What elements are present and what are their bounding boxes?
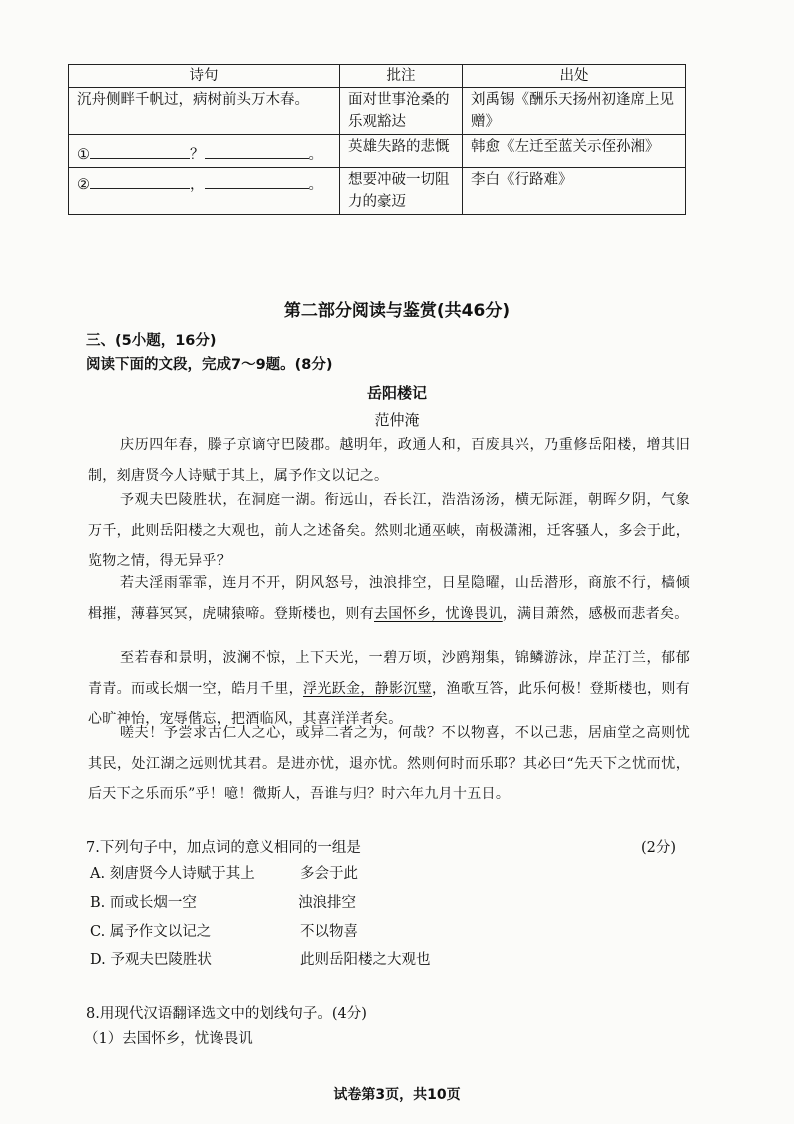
note-cell: 想要冲破一切阻力的豪迈 [340,168,463,215]
question-8-sub-1: （1）去国怀乡，忧谗畏讥 [84,1031,253,1047]
text-span: 若夫淫雨霏霏，连月不开，阴风怒号，浊浪排空，日星隐曜，山岳潜形，商旅不行，樯倾楫摧，薄暮冥冥，虎啸猿啼。登斯楼也，则有 [88,575,690,622]
table-row [69,168,686,215]
item-number: ② [77,177,90,193]
note-cell: 面对世事沧桑的乐观豁达 [340,88,463,135]
note-cell: 英雄失路的悲慨 [340,135,463,168]
text-span: ，满目萧然，感极而悲者矣。 [502,605,689,622]
article-title: 岳阳楼记 [366,384,427,402]
underlined-sentence-2: 浮光跃金，静影沉璧 [303,680,433,697]
col-header-note: 批注 [340,65,463,88]
item-number: ① [77,147,90,163]
table-row [69,88,686,135]
table-header-row [69,65,686,88]
question-7-stem: 7.下列句子中，加点词的意义相同的一组是 [86,840,361,856]
answer-blank[interactable] [90,174,190,189]
option-d-left: D. 予观夫巴陵胜状 [90,952,212,968]
option-a-left: A. 刻唐贤今人诗赋于其上 [90,866,255,882]
verse-blank-cell [69,135,340,168]
verse-blank-cell [69,168,340,215]
option-b-left: B. 而或长烟一空 [90,895,197,911]
article-paragraph-5: 嗟夫！予尝求古仁人之心，或异二者之为，何哉？不以物喜，不以己悲，居庙堂之高则忧其民，处江湖之远则忧其君。是进亦忧，退亦忧。然则何时而乐耶？其必曰“先天下之忧而忧，后天下之乐而乐”乎！噫！微斯人，吾谁与归？时六年九月十五日。 [88,725,690,802]
part-header: 三、(5小题，16分) [86,333,217,349]
punctuation: 。 [308,177,323,193]
answer-blank[interactable] [90,144,190,159]
option-b-right: 浊浪排空 [298,895,356,911]
article-paragraph-1: 庆历四年春，滕子京谪守巴陵郡。越明年，政通人和，百废具兴，乃重修岳阳楼，增其旧制，刻唐贤今人诗赋于其上，属予作文以记之。 [88,437,690,484]
text-span: 至若春和景明，波澜不惊，上下天光，一碧万顷，沙鸥翔集，锦鳞游泳，岸芷汀兰，郁郁青青。而或长烟一空，皓月千里， [88,650,690,697]
option-a-right: 多会于此 [300,866,358,882]
question-8-stem: 8.用现代汉语翻译选文中的划线句子。(4分) [86,1006,367,1022]
punctuation: ？ [190,147,205,163]
option-c-right: 不以物喜 [300,924,358,940]
col-header-verse: 诗句 [69,65,340,88]
punctuation: ， [190,177,205,193]
question-7-score: (2分) [641,840,677,856]
source-cell: 李白《行路难》 [463,168,686,215]
source-cell: 刘禹锡《酬乐天扬州初逢席上见赠》 [463,88,686,135]
article-paragraph-2: 予观夫巴陵胜状，在洞庭一湖。衔远山，吞长江，浩浩汤汤，横无际涯，朝晖夕阴，气象万千，此则岳阳楼之大观也，前人之述备矣。然则北通巫峡，南极潇湘，迁客骚人，多会于此，览物之情，得无异乎？ [88,492,690,569]
col-header-source: 出处 [463,65,686,88]
table-row [69,135,686,168]
option-c-left: C. 属予作文以记之 [90,924,212,940]
option-d-right: 此则岳阳楼之大观也 [300,952,431,968]
article-paragraph-3 [88,568,690,629]
text-span: ，渔歌互答，此乐何极！登斯楼也，则有心旷神怡，宠辱偕忘，把酒临风，其喜洋洋者矣。 [88,680,691,727]
poem-table [68,64,686,215]
article-author: 范仲淹 [374,411,420,429]
punctuation: 。 [308,147,323,163]
answer-blank[interactable] [205,144,309,159]
section-title: 第二部分阅读与鉴赏(共46分) [283,301,511,321]
source-cell: 韩愈《左迁至蓝关示侄孙湘》 [463,135,686,168]
answer-blank[interactable] [205,174,309,189]
underlined-sentence-1: 去国怀乡，忧谗畏讥 [374,605,503,622]
verse-cell: 沉舟侧畔千帆过，病树前头万木春。 [69,88,340,135]
reading-instruction: 阅读下面的文段，完成7～9题。(8分) [86,357,333,373]
page-footer: 试卷第3页，共10页 [333,1087,461,1103]
